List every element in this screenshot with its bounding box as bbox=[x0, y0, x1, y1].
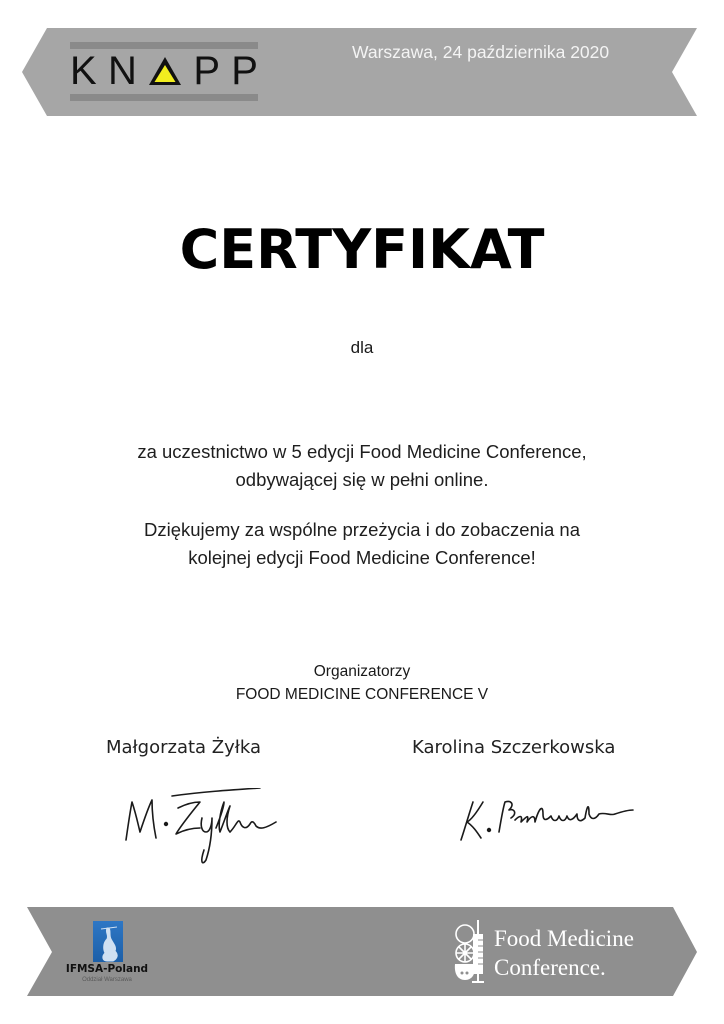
ifmsa-emblem-icon bbox=[93, 921, 123, 962]
issue-date: Warszawa, 24 października 2020 bbox=[352, 42, 610, 62]
logo-letter: P bbox=[193, 49, 221, 93]
organizers-name: FOOD MEDICINE CONFERENCE V bbox=[235, 686, 489, 703]
logo-letter: K bbox=[70, 49, 97, 93]
fmc-line2: Conference. bbox=[494, 955, 606, 980]
signature-m-zylka-icon bbox=[120, 788, 285, 868]
logo-letter: P bbox=[231, 49, 258, 93]
organizers-label: Organizatorzy bbox=[313, 663, 411, 680]
body-line: kolejnej edycji Food Medicine Conference! bbox=[188, 547, 536, 568]
signer-name: Małgorzata Żyłka bbox=[106, 737, 262, 758]
fmc-line1: Food Medicine bbox=[494, 926, 634, 951]
body-line: za uczestnictwo w 5 edycji Food Medicine Conference, bbox=[137, 441, 587, 462]
ifmsa-name: IFMSA-Poland bbox=[65, 963, 149, 975]
yellow-triangle-icon bbox=[148, 56, 182, 86]
logo-wordmark bbox=[70, 48, 258, 94]
signature-k-szczerkowska-icon bbox=[455, 792, 640, 852]
certificate-title: CERTYFIKAT bbox=[179, 218, 545, 281]
signer-name: Karolina Szczerkowska bbox=[412, 737, 616, 758]
logo-bar-bottom bbox=[70, 94, 258, 101]
body-line: odbywającej się w pełni online. bbox=[235, 469, 489, 490]
ifmsa-subtitle: Oddział Warszawa bbox=[82, 977, 132, 983]
knapp-logo bbox=[70, 42, 258, 102]
for-label: dla bbox=[350, 338, 374, 357]
fmc-wordmark bbox=[494, 924, 634, 982]
fmc-logo bbox=[452, 918, 652, 986]
logo-letter: N bbox=[107, 49, 137, 93]
syringe-food-icon bbox=[452, 918, 494, 986]
ifmsa-logo bbox=[62, 920, 152, 990]
body-line: Dziękujemy za wspólne przeżycia i do zobaczenia na bbox=[144, 519, 580, 540]
